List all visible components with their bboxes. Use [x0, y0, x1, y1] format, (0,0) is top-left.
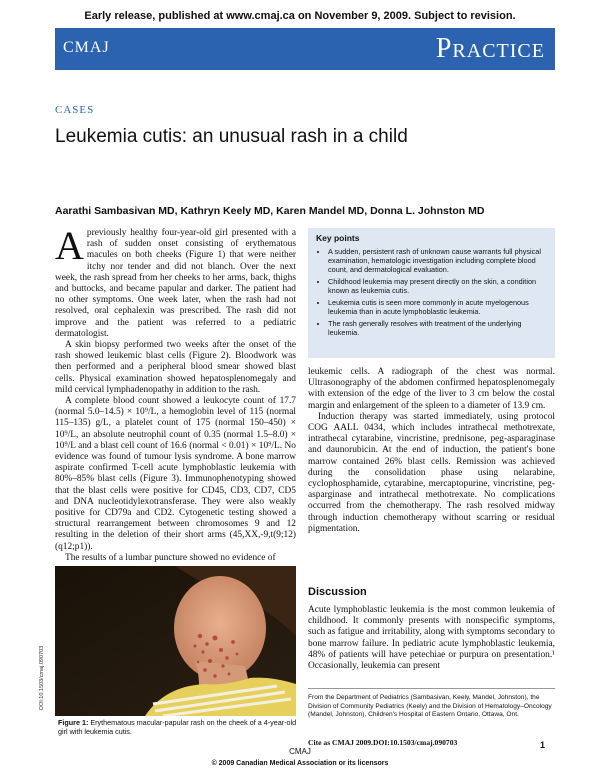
citation-line: Cite as CMAJ 2009.DOI:10.1503/cmaj.090703	[308, 738, 458, 747]
key-points-heading: Key points	[316, 233, 360, 243]
figure-1-photo	[55, 566, 296, 716]
key-points-box	[308, 228, 555, 358]
key-point-item: • Childhood leukemia may present directly on the skin, a condition known as leukemia cutis.	[328, 277, 547, 295]
article-title: Leukemia cutis: an unusual rash in a child	[55, 126, 408, 147]
right-column	[308, 367, 555, 535]
body-paragraph: Acute lymphoblastic leukemia is the most common leukemia of childhood. It commonly presents with nonspecific symptoms, such as fatigue and irritability, along with symptoms secondary to bone marrow failure. In pediatric acute lymphoblastic leukemia, 48% of patients will have petechiae or purpura on presentation.¹ Occasionally, leukemia can present	[308, 605, 555, 672]
body-paragraph: leukemic cells. A radiograph of the chest was normal. Ultrasonography of the abdomen confirmed hepatosplenomegaly with extension of the edge of the liver to 3 cm below the costal margin and enlargement of the spleen to a diameter of 13.9 cm.	[308, 367, 555, 411]
journal-name: CMAJ	[63, 39, 110, 56]
discussion-body	[308, 605, 555, 672]
left-column	[55, 223, 296, 564]
figure-caption-text: Erythematous macular-papular rash on the cheek of a 4-year-old girl with leukemia cutis.	[58, 718, 297, 736]
drop-cap: A	[55, 223, 84, 268]
key-point-item: • A sudden, persistent rash of unknown cause warrants full physical examination, hematologic investigation including complete blood count, and dermatological evaluation.	[328, 247, 547, 274]
early-release-notice: Early release, published at www.cmaj.ca on November 9, 2009. Subject to revision.	[84, 10, 516, 22]
body-paragraph: A complete blood count showed a leukocyte count of 17.7 (normal 5.0–14.5) × 10⁹/L, a hemoglobin level of 115 (normal 115–135) g/L, a platelet count of 175 (normal 150–450) × 10⁹/L, an absolute neutrophil count of 0.35 (normal 1.5–8.0) × 10⁹/L and a blast cell count of 16.6 (normal < 0.01) × 10⁹/L. No evidence was found of tumour lysis syndrome. A bone marrow aspirate confirmed T-cell acute lymphoblastic leukemia with 80%–85% blast cells (Figure 3). Immunophenotyping showed that the blast cells were positive for CD45, CD3, CD7, CD5 and DNA nucleotidylexotransferase. They were also weakly positive for CD79a and CD2. Cytogenetic testing showed a structural rearrangement between chromosomes 9 and 12 resulting in the deletion of their short arms (45,XX,-9,t(9;12)(q12;p1)).	[55, 396, 296, 552]
body-paragraph: The results of a lumbar puncture showed no evidence of	[65, 552, 276, 563]
article-category: CASES	[55, 104, 95, 116]
figure-caption-label: Figure 1:	[58, 718, 89, 727]
key-point-item: • Leukemia cutis is seen more commonly in acute myelogenous leukemia than in acute lymphoblastic leukemia.	[328, 298, 547, 316]
footer-journal: CMAJ	[289, 747, 311, 756]
page-number: 1	[540, 740, 546, 750]
body-paragraph: A skin biopsy performed two weeks after the onset of the rash showed leukemic blast cells (Figure 2). Bloodwork was then performed and a peripheral blood smear showed blast cells. Physical examination showed hepatosplenomegaly and mild cervical lymphadenopathy in addition to the rash.	[55, 340, 296, 395]
key-point-item: • The rash generally resolves with treatment of the underlying leukemia.	[328, 319, 547, 337]
footer-copyright: © 2009 Canadian Medical Association or its licensors	[211, 760, 389, 767]
body-paragraph: Induction therapy was started immediately, using protocol COG AALL 0434, which includes intrathecal methotrexate, intrathecal cytarabine, vincristine, prednisone, peg-asparaginase and daunorubicin. At the end of induction, the patient's bone marrow contained 26% blast cells. Remission was achieved during the consolidation phase using nelarabine, cyclophosphamide, cytarabine, mercaptopurine, vincristine, peg-asparginase and intrathecal methotrexate. No complications occurred from the chemotherapy. The rash resolved midway through induction chemotherapy without scarring or residual pigmentation.	[308, 411, 555, 534]
affiliation-divider	[308, 688, 555, 689]
body-paragraph: Apreviously healthy four-year-old girl presented with a rash of sudden onset consisting of erythematous macules on both cheeks (Figure 1) that were neither itchy nor tender and did not blanch. Over the next week, the rash spread from her cheeks to her arms, back, thighs and buttocks, and became papular and darker. The patient had no other symptoms. One week later, when the rash had not resolved, oral cephalexin was prescribed. The rash did not improve and the patient was referred to a pediatric dermatologist.	[55, 223, 296, 339]
author-list: Aarathi Sambasivan MD, Kathryn Keely MD, Karen Mandel MD, Donna L. Johnston MD	[55, 205, 485, 217]
section-name: Practice	[435, 33, 545, 64]
key-points-list	[308, 247, 555, 337]
doi-side-text: DOI:10.1503/cmaj.090703	[39, 645, 45, 710]
child-rash-photo	[55, 566, 296, 716]
figure-caption	[58, 718, 298, 736]
journal-banner	[55, 28, 555, 70]
discussion-heading: Discussion	[308, 586, 367, 598]
affiliation-note: From the Department of Pediatrics (Sambasivan, Keely, Mandel, Johnston), the Division of Community Pediatrics (Keely) and the Division of Hematology–Oncology (Mandel, Johnston), Children's Hospital of Eastern Ontario, Ottawa, Ont.	[308, 694, 552, 718]
